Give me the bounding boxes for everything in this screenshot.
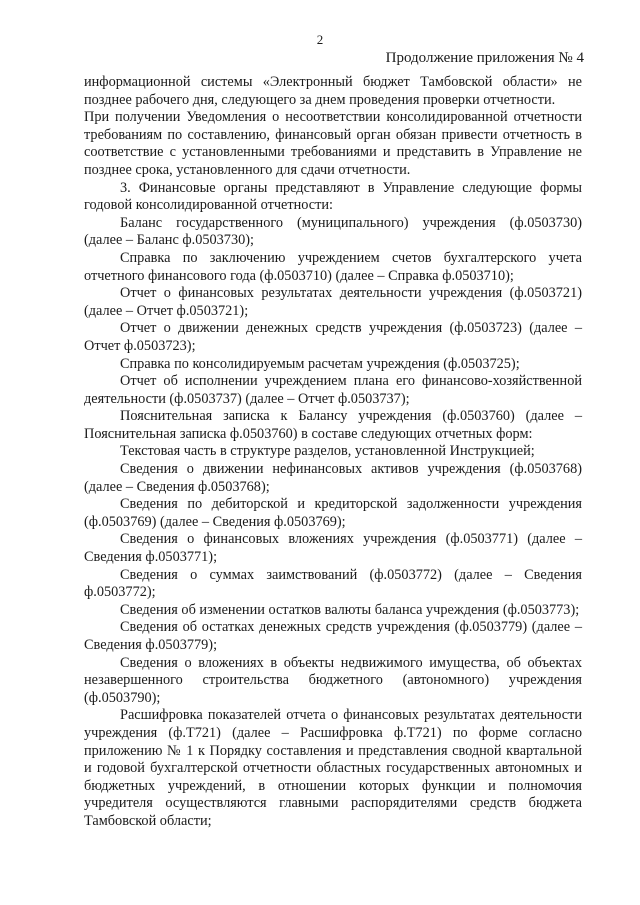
paragraph: Отчет о финансовых результатах деятельности учреждения (ф.0503721) (далее – Отчет ф.0503721);: [84, 285, 582, 319]
paragraph: Сведения по дебиторской и кредиторской задолженности учреждения (ф.0503769) (далее – Сведения ф.0503769);: [84, 496, 582, 530]
appendix-reference: Продолжение приложения № 4: [385, 50, 584, 66]
paragraph: Отчет об исполнении учреждением плана его финансово-хозяйственной деятельности (ф.0503737) (далее – Отчет ф.0503737);: [84, 373, 582, 407]
paragraph: При получении Уведомления о несоответствии консолидированной отчетности требованиям по составлению, финансовый орган обязан привести отчетность в соответствие с установленными требованиями и представить в Управление не позднее срока, установленного для сдачи отчетности.: [84, 109, 582, 178]
paragraph: Сведения об остатках денежных средств учреждения (ф.0503779) (далее – Сведения ф.0503779);: [84, 619, 582, 653]
paragraph: Отчет о движении денежных средств учреждения (ф.0503723) (далее – Отчет ф.0503723);: [84, 320, 582, 354]
paragraph: Сведения о финансовых вложениях учреждения (ф.0503771) (далее – Сведения ф.0503771);: [84, 531, 582, 566]
paragraph: Справка по консолидируемым расчетам учреждения (ф.0503725);: [120, 355, 520, 372]
paragraph: Сведения об изменении остатков валюты баланса учреждения (ф.0503773);: [120, 601, 580, 618]
page-number: 2: [316, 32, 324, 47]
paragraph: Сведения о суммах заимствований (ф.0503772) (далее – Сведения ф.0503772);: [84, 566, 582, 601]
paragraph: Баланс государственного (муниципального) учреждения (ф.0503730) (далее – Баланс ф.0503730);: [84, 214, 582, 249]
paragraph: Сведения о вложениях в объекты недвижимого имущества, об объектах незавершенного строительства бюджетного (автономного) учреждения (ф.0503790);: [84, 654, 582, 706]
paragraph: Сведения о движении нефинансовых активов учреждения (ф.0503768) (далее – Сведения ф.0503768);: [84, 461, 582, 495]
document-body: [84, 74, 582, 831]
paragraph: Пояснительная записка к Балансу учреждения (ф.0503760) (далее – Пояснительная записка ф.0503760) в составе следующих отчетных форм:: [84, 408, 582, 442]
paragraph: 3. Финансовые органы представляют в Управление следующие формы годовой консолидированной отчетности:: [84, 179, 582, 214]
paragraph: Расшифровка показателей отчета о финансовых результатах деятельности учреждения (ф.Т721) (далее – Расшифровка ф.Т721) по форме согласно приложению № 1 к Порядку составления и представления сводной квартальной и годовой бухгалтерской отчетности областных государственных автономных и бюджетных учреждений, в отношении которых функции и полномочия учредителя осуществляются главными распорядителями средств бюджета Тамбовской области;: [84, 707, 582, 829]
paragraph: информационной системы «Электронный бюджет Тамбовской области» не позднее рабочего дня, следующего за днем проведения проверки отчетности.: [84, 74, 582, 108]
paragraph: Справка по заключению учреждением счетов бухгалтерского учета отчетного финансового года (ф.0503710) (далее – Справка ф.0503710);: [84, 249, 582, 284]
paragraph: Текстовая часть в структуре разделов, установленной Инструкцией;: [120, 443, 535, 460]
